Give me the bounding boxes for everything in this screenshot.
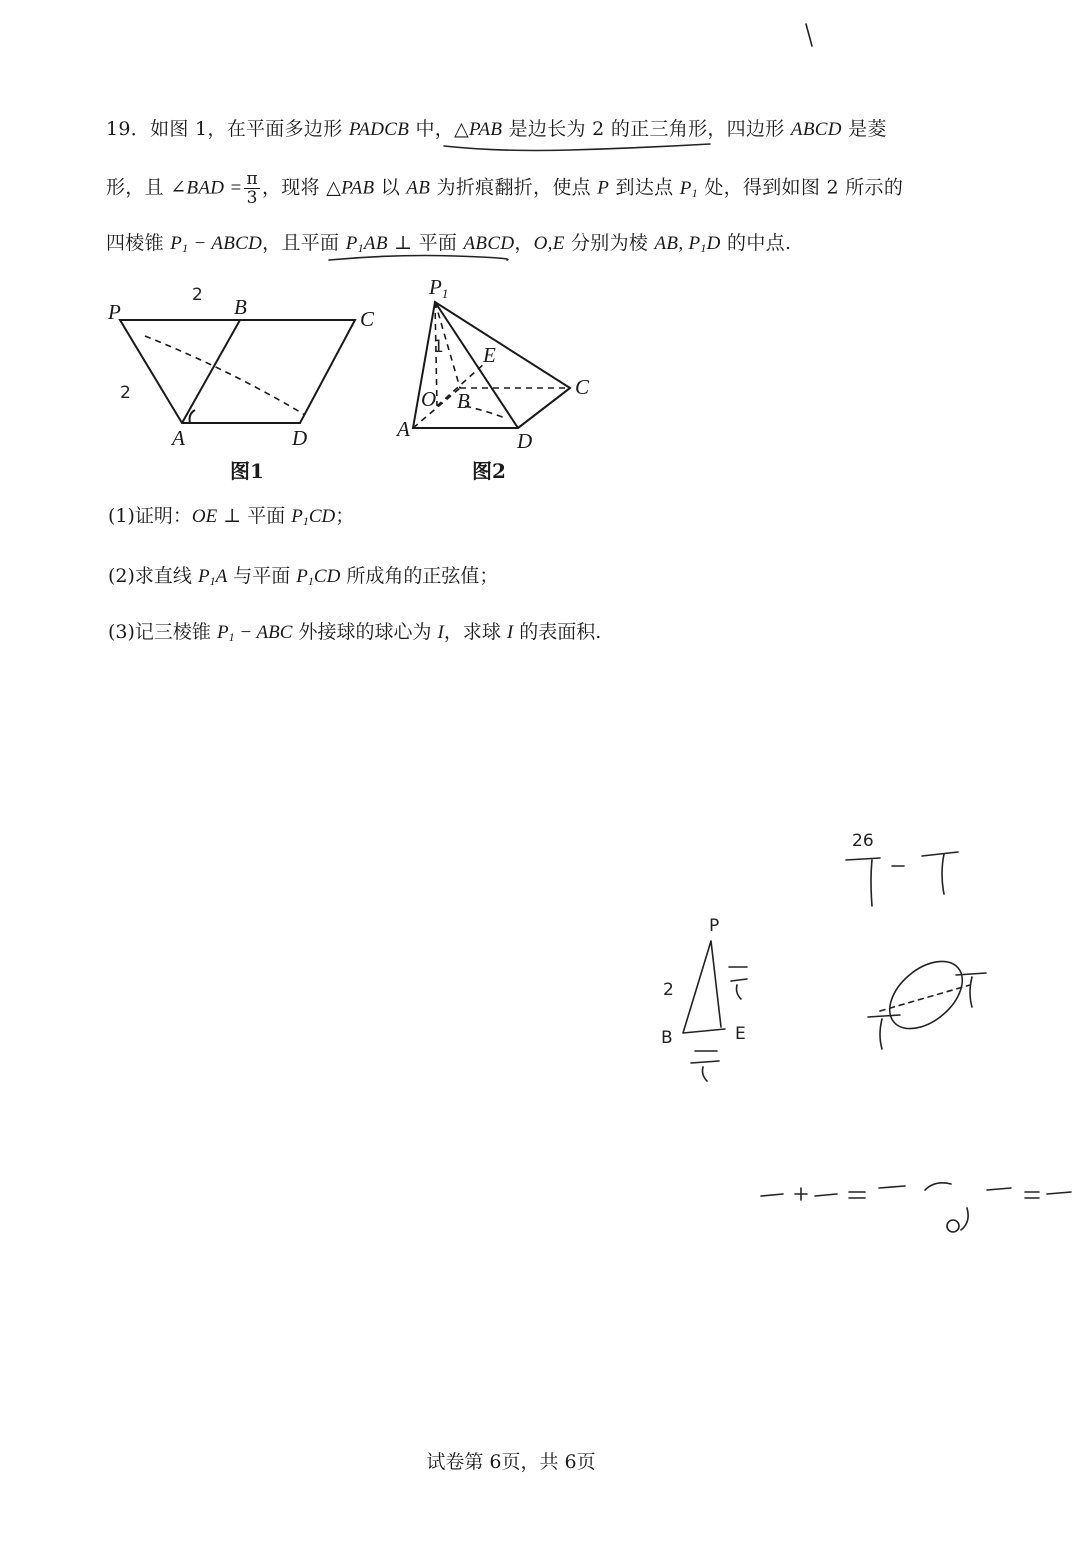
hand-triangle-lines	[683, 941, 725, 1033]
figure-1-caption: 图1	[230, 459, 264, 483]
triangle-pab: △PAB	[326, 177, 375, 199]
page-footer: 试卷第 6页，共 6页	[426, 1451, 596, 1473]
subscript: 1	[691, 185, 699, 200]
underline-mark-3	[325, 250, 515, 270]
sphere-i: I	[506, 622, 514, 643]
hand-sqrt10-over-2	[691, 1051, 719, 1081]
fraction-numerator: π	[246, 169, 258, 189]
handwritten-triangle	[655, 915, 785, 1090]
subscript: 1	[700, 241, 707, 255]
text: (2)求直线	[108, 565, 198, 587]
subscript: 1	[357, 241, 364, 255]
text: 所成角的正弦值；	[340, 565, 499, 587]
hand-26: 26	[852, 831, 874, 851]
fig1-label-b: B	[234, 295, 247, 319]
underline-mark-1	[440, 138, 720, 158]
plane-abcd: ABCD	[463, 233, 515, 254]
point-letter: P	[170, 233, 183, 254]
hand-fraction-bar-1	[846, 858, 880, 906]
handwritten-equation	[755, 1150, 1075, 1240]
fraction-denominator: 3	[246, 188, 258, 208]
text: 是菱	[841, 118, 887, 140]
fig2-label-a: A	[397, 417, 410, 441]
point-letter: P	[197, 566, 210, 587]
fig1-label-c: C	[360, 307, 375, 331]
subscript: 1	[182, 241, 189, 255]
line-rest: A	[215, 566, 228, 587]
part-2	[108, 563, 498, 594]
plane-rest: CD	[308, 506, 336, 527]
plane-p1cd	[296, 566, 340, 587]
hand-eq-part-3	[987, 1188, 1071, 1198]
hand-fraction-left	[868, 1015, 900, 1049]
text: 中，	[409, 118, 455, 140]
text: 到达点	[609, 176, 680, 199]
fig2-label-p1-sub: 1	[441, 286, 449, 301]
quad-abcd: ABCD	[790, 119, 842, 140]
fig2-pencil-mark	[465, 406, 505, 418]
text: 与平面	[227, 565, 297, 587]
question-line-2	[106, 170, 903, 207]
points-oe: O,E	[533, 233, 565, 254]
hand-eq-part-1	[761, 1188, 865, 1200]
pyramid-rest: − ABC	[234, 622, 293, 643]
text: ⊥ 平面	[387, 232, 464, 254]
fig2-label-c: C	[575, 375, 590, 399]
text: 为折痕翻折，使点	[430, 176, 598, 199]
point-letter: P	[345, 233, 358, 254]
edge-ab: AB	[406, 177, 431, 199]
fig1-label-a: A	[172, 426, 185, 450]
text: (3)记三棱锥	[108, 621, 217, 643]
hand-label-2: 2	[663, 980, 674, 1000]
plane-rest: CD	[313, 566, 341, 587]
text: ，求球	[443, 621, 507, 643]
figure-2-caption: 图2	[472, 459, 506, 483]
fig1-label-p: P	[108, 300, 121, 324]
text: 的表面积.	[513, 621, 602, 643]
edges-text: AB, P	[654, 233, 701, 254]
edges-ab-p1d	[655, 233, 721, 254]
pen-mark	[800, 20, 820, 50]
text: ，	[514, 232, 534, 254]
plane-rest: AB	[363, 233, 388, 254]
text: ，现将	[261, 176, 327, 199]
plane-p1cd	[291, 506, 335, 527]
text: 是边长为 2 的正三角形，四边形	[502, 118, 791, 140]
point-letter: P	[679, 177, 692, 199]
fig1-edge-ab	[182, 320, 240, 423]
hand-fraction-bar-2	[922, 852, 958, 894]
hand-label-e: E	[735, 1024, 746, 1044]
text: ⊥ 平面	[217, 505, 292, 527]
subscript: 1	[209, 574, 216, 588]
text: (1)证明：	[108, 505, 192, 527]
fig2-label-o: O	[421, 387, 437, 411]
handwritten-ellipse	[860, 945, 1000, 1055]
hand-eq-part-2	[879, 1183, 968, 1230]
point-letter: P	[291, 506, 303, 527]
text: 如图 1，在平面多边形	[150, 118, 349, 140]
point-p1	[680, 178, 698, 199]
segment-oe: OE	[191, 506, 218, 527]
fraction-pi-over-3	[244, 170, 259, 207]
fig1-hand-2-top: 2	[192, 285, 203, 305]
figure-1	[100, 285, 400, 450]
fig1-hand-2-left: 2	[120, 383, 131, 403]
fig1-outline	[120, 320, 355, 423]
fig2-label-p1	[428, 275, 448, 301]
fig2-hand-1: 1	[433, 337, 444, 357]
subscript: 1	[302, 514, 309, 528]
fig1-angle-mark	[190, 410, 195, 423]
figure-2	[395, 275, 605, 458]
hand-label-b: B	[661, 1028, 673, 1048]
text: 处，得到如图 2 所示的	[698, 176, 904, 199]
fig1-label-d: D	[292, 426, 308, 450]
center-i: I	[437, 622, 444, 643]
fig2-label-d: D	[517, 429, 533, 453]
angle-bad: ∠BAD =	[170, 177, 243, 199]
subscript: 1	[307, 574, 314, 588]
fig2-label-p1-letter: P	[429, 275, 442, 299]
text: 四棱锥	[106, 232, 171, 254]
text: 的中点.	[720, 232, 792, 254]
hand-ellipse	[877, 948, 975, 1042]
line-p1a	[198, 566, 227, 587]
hand-circle	[947, 1220, 959, 1232]
part-3	[108, 619, 601, 650]
text: ，且平面	[262, 232, 346, 254]
polygon-name: PADCB	[348, 119, 410, 140]
text: 以	[374, 176, 407, 199]
subscript: 1	[228, 630, 235, 644]
fig2-label-b: B	[457, 389, 470, 413]
pyramid-p1abc	[217, 622, 292, 643]
hand-sqrt6-over-2	[729, 967, 747, 999]
triangle-pab: △PAB	[454, 119, 503, 140]
question-number: 19．	[106, 118, 151, 140]
pyramid-rest: − ABCD	[188, 233, 263, 254]
hand-label-p: P	[709, 916, 720, 936]
point-letter: P	[296, 566, 308, 587]
handwritten-fraction	[840, 820, 970, 910]
fig2-label-e: E	[483, 343, 496, 367]
part-1	[108, 503, 354, 534]
point-letter: P	[216, 622, 229, 643]
text: 分别为棱	[564, 232, 655, 254]
text: 外接球的球心为	[292, 621, 438, 643]
pyramid-name	[170, 233, 262, 254]
fig2-edge-dc	[518, 388, 570, 428]
edges-rest: D	[706, 233, 721, 254]
text: ；	[335, 505, 355, 527]
text: 形，且	[106, 176, 171, 199]
point-p: P	[597, 177, 610, 199]
